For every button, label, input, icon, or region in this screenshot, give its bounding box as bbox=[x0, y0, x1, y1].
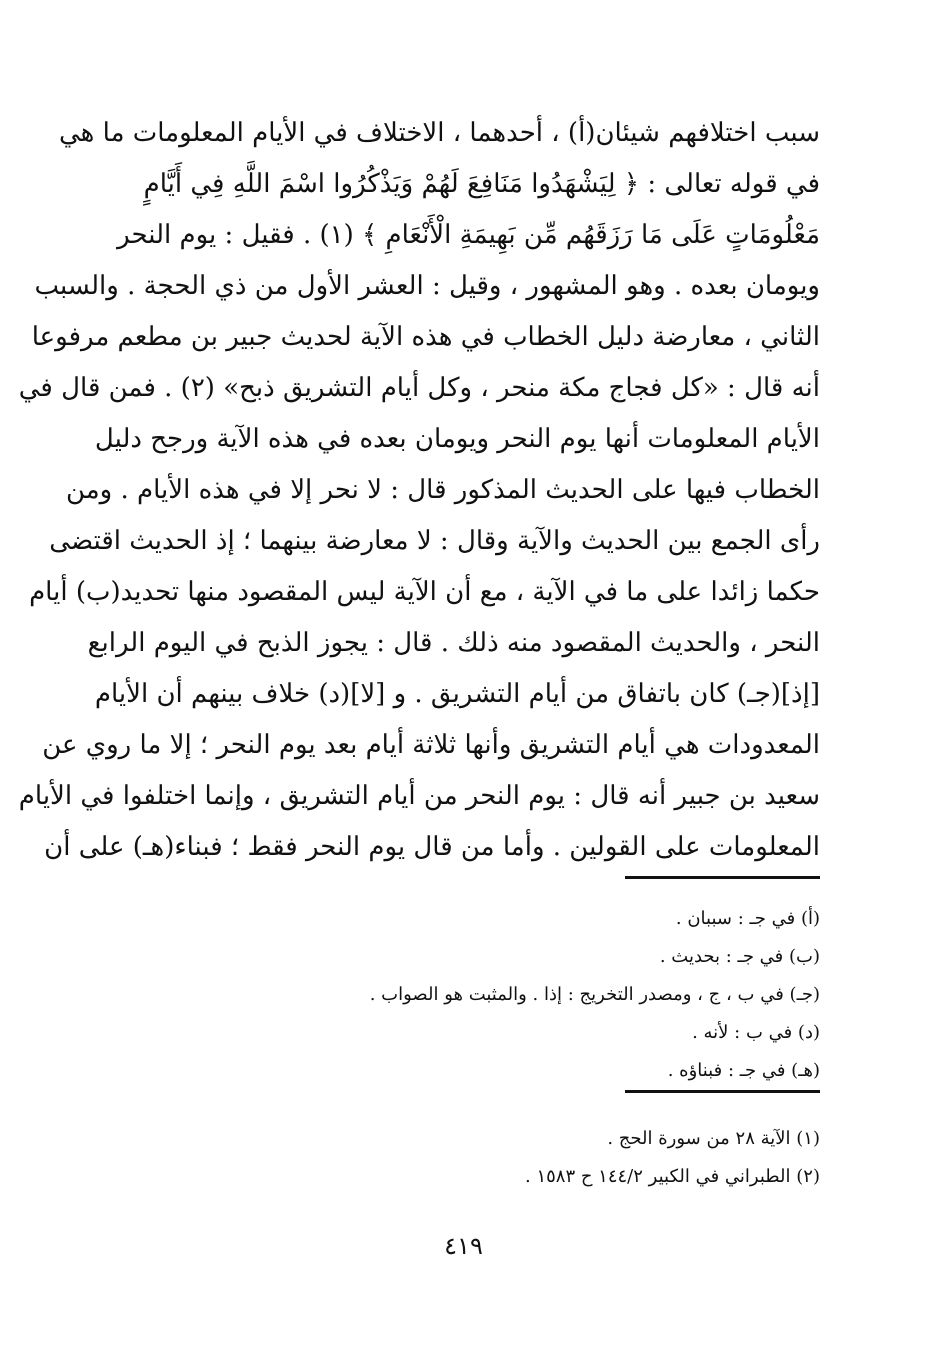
text-line: سعيد بن جبير أنه قال : يوم النحر من أيام التشريق ، وإنما اختلفوا في الأيام bbox=[18, 781, 820, 811]
text-line: رأى الجمع بين الحديث والآية وقال : لا معارضة بينهما ؛ إذ الحديث اقتضى bbox=[49, 526, 820, 556]
footnote: (د) في ب : لأنه . bbox=[692, 1022, 820, 1043]
footnote: (٢) الطبراني في الكبير ١٤٤/٢ ح ١٥٨٣ . bbox=[524, 1166, 820, 1187]
footnote: (١) الآية ٢٨ من سورة الحج . bbox=[607, 1128, 820, 1149]
text-line: سبب اختلافهم شيئان(أ) ، أحدهما ، الاختلاف في الأيام المعلومات ما هي bbox=[59, 118, 820, 148]
text-line: حكما زائدا على ما في الآية ، مع أن الآية ليس المقصود منها تحديد(ب) أيام bbox=[29, 577, 820, 607]
text-line: النحر ، والحديث المقصود منه ذلك . قال : يجوز الذبح في اليوم الرابع bbox=[87, 628, 820, 658]
text-line: الخطاب فيها على الحديث المذكور قال : لا نحر إلا في هذه الأيام . ومن bbox=[65, 475, 820, 505]
page-number: ٤١٩ bbox=[444, 1232, 483, 1260]
text-line: الأيام المعلومات أنها يوم النحر ويومان بعده في هذه الآية ورجح دليل bbox=[94, 424, 820, 454]
text-line: في قوله تعالى : ﴿ لِيَشْهَدُوا مَنَافِعَ لَهُمْ وَيَذْكُرُوا اسْمَ اللَّهِ فِي أَيَّامٍ bbox=[143, 169, 820, 199]
text-line: مَعْلُومَاتٍ عَلَى مَا رَزَقَهُم مِّن بَهِيمَةِ الْأَنْعَامِ ﴾ (١) . فقيل : يوم النحر bbox=[117, 220, 820, 250]
source-footnotes bbox=[220, 1120, 820, 1196]
text-line: المعدودات هي أيام التشريق وأنها ثلاثة أيام بعد يوم النحر ؛ إلا ما روي عن bbox=[42, 730, 820, 760]
variant-footnotes bbox=[220, 900, 820, 1090]
text-line: الثاني ، معارضة دليل الخطاب في هذه الآية لحديث جبير بن مطعم مرفوعا bbox=[31, 322, 820, 352]
footnote: (ب) في جـ : بحديث . bbox=[659, 946, 820, 967]
footnote: (أ) في جـ : سببان . bbox=[675, 908, 820, 929]
text-line: [إذ](جـ) كان باتفاق من أيام التشريق . و [لا](د) خلاف بينهم أن الأيام bbox=[94, 679, 820, 709]
footnote: (جـ) في ب ، ج ، ومصدر التخريج : إذا . والمثبت هو الصواب . bbox=[369, 984, 820, 1005]
text-line: أنه قال : «كل فجاج مكة منحر ، وكل أيام التشريق ذبح» (٢) . فمن قال في bbox=[18, 373, 820, 403]
text-line: ويومان بعده . وهو المشهور ، وقيل : العشر الأول من ذي الحجة . والسبب bbox=[34, 271, 820, 301]
text-line: المعلومات على القولين . وأما من قال يوم النحر فقط ؛ فبناء(هـ) على أن bbox=[44, 832, 820, 862]
footnote-divider bbox=[625, 876, 820, 879]
footnote: (هـ) في جـ : فبناؤه . bbox=[667, 1060, 820, 1081]
main-text bbox=[18, 108, 820, 873]
footnote-divider bbox=[625, 1090, 820, 1093]
